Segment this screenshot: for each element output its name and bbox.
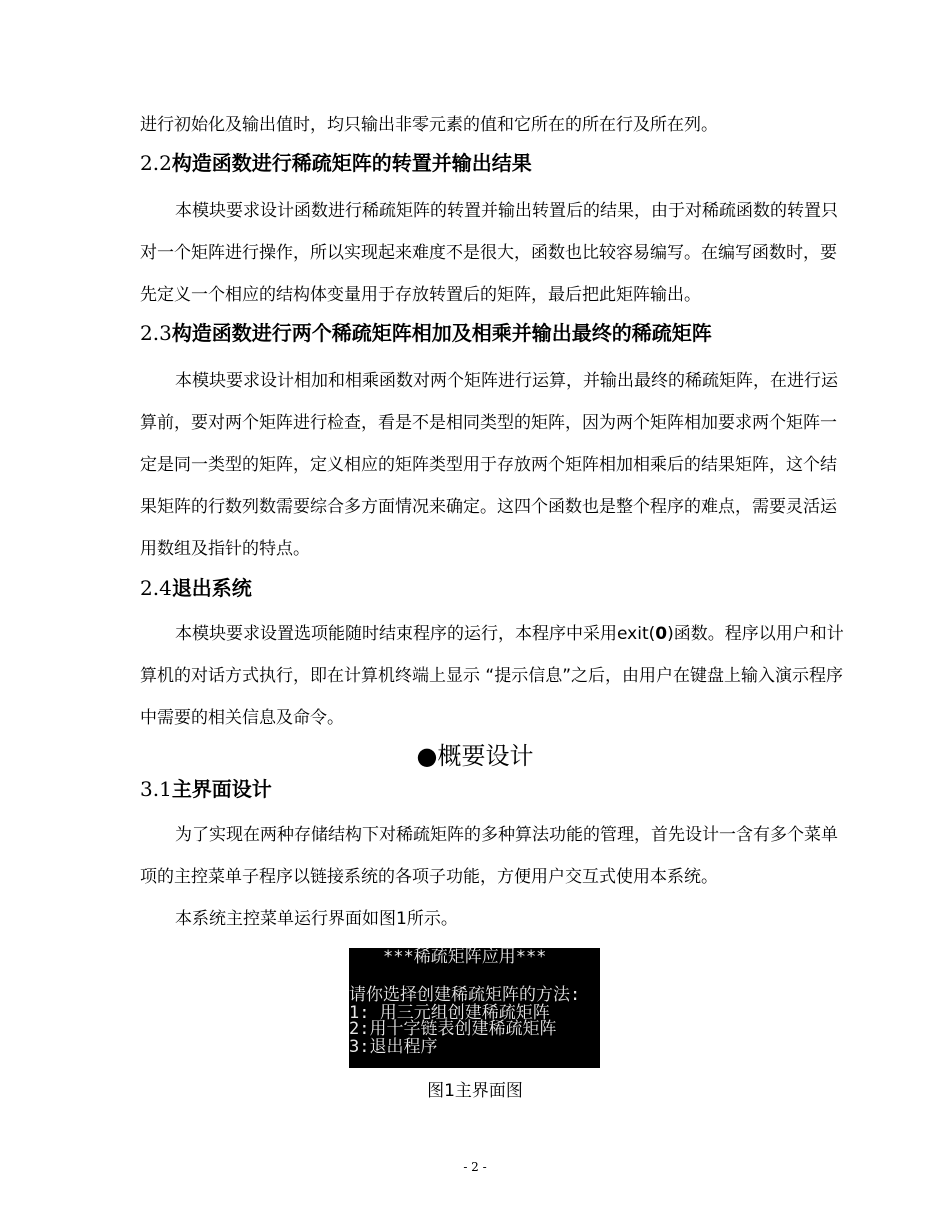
heading-number: 2.3 — [140, 321, 172, 345]
figure-caption: 图1主界面图 — [427, 1081, 523, 1101]
paragraph-line: 定是同一类型的矩阵，定义相应的矩阵类型用于存放两个矩阵相加相乘后的结果矩阵，这个结 — [140, 455, 837, 475]
paragraph-text: )函数。程序以用户和计 — [667, 624, 844, 644]
console-menu-item: 3:退出程序 — [349, 1037, 438, 1057]
section-heading-2-4 — [140, 575, 252, 601]
chapter-title: ●概要设计 — [416, 742, 534, 770]
console-title: ***稀疏矩阵应用*** — [383, 948, 547, 967]
section-heading-2-2 — [140, 150, 532, 176]
console-menu-item: 2:用十字链表创建稀疏矩阵 — [349, 1019, 557, 1039]
paragraph-text: 本模块要求设置选项能随时结束程序的运行，本程序中采用exit( — [175, 624, 656, 644]
heading-number: 2.2 — [140, 151, 172, 175]
heading-text: 构造函数进行稀疏矩阵的转置并输出结果 — [171, 151, 532, 175]
paragraph-line: 果矩阵的行数列数需要综合多方面情况来确定。这四个函数也是整个程序的难点，需要灵活运 — [140, 497, 837, 517]
paragraph-line — [175, 622, 844, 646]
console-screenshot — [349, 948, 600, 1068]
heading-text: 主界面设计 — [171, 777, 272, 801]
section-heading-3-1 — [140, 776, 272, 802]
section-heading-2-3 — [140, 320, 712, 346]
heading-number: 3.1 — [140, 777, 172, 801]
paragraph-line: 对一个矩阵进行操作，所以实现起来难度不是很大，函数也比较容易编写。在编写函数时，要 — [140, 243, 837, 263]
paragraph-line: 进行初始化及输出值时，均只输出非零元素的值和它所在的所在行及所在列。 — [140, 115, 718, 135]
paragraph-line: 本系统主控菜单运行界面如图1所示。 — [175, 909, 458, 929]
paragraph-line: 用数组及指针的特点。 — [140, 539, 310, 559]
paragraph-line: 算前，要对两个矩阵进行检查，看是不是相同类型的矩阵，因为两个矩阵相加要求两个矩阵一 — [140, 413, 837, 433]
heading-text: 构造函数进行两个稀疏矩阵相加及相乘并输出最终的稀疏矩阵 — [171, 321, 712, 345]
paragraph-line: 先定义一个相应的结构体变量用于存放转置后的矩阵，最后把此矩阵输出。 — [140, 285, 701, 305]
exit-code: 0 — [655, 624, 668, 644]
paragraph-line: 中需要的相关信息及命令。 — [140, 708, 344, 728]
console-menu-item: 1: 用三元组创建稀疏矩阵 — [349, 1003, 550, 1023]
paragraph-line: 本模块要求设计函数进行稀疏矩阵的转置并输出转置后的结果，由于对稀疏函数的转置只 — [175, 201, 838, 221]
heading-text: 退出系统 — [171, 576, 252, 600]
heading-number: 2.4 — [140, 576, 172, 600]
paragraph-line: 算机的对话方式执行，即在计算机终端上显示 “提示信息”之后，由用户在键盘上输入演示程序 — [140, 666, 844, 686]
console-prompt: 请你选择创建稀疏矩阵的方法: — [349, 985, 581, 1005]
paragraph-line: 为了实现在两种存储结构下对稀疏矩阵的多种算法功能的管理，首先设计一含有多个菜单 — [175, 825, 838, 845]
page-number: - 2 - — [463, 1160, 487, 1174]
paragraph-line: 本模块要求设计相加和相乘函数对两个矩阵进行运算，并输出最终的稀疏矩阵，在进行运 — [175, 371, 838, 391]
paragraph-line: 项的主控菜单子程序以链接系统的各项子功能，方便用户交互式使用本系统。 — [140, 867, 718, 887]
